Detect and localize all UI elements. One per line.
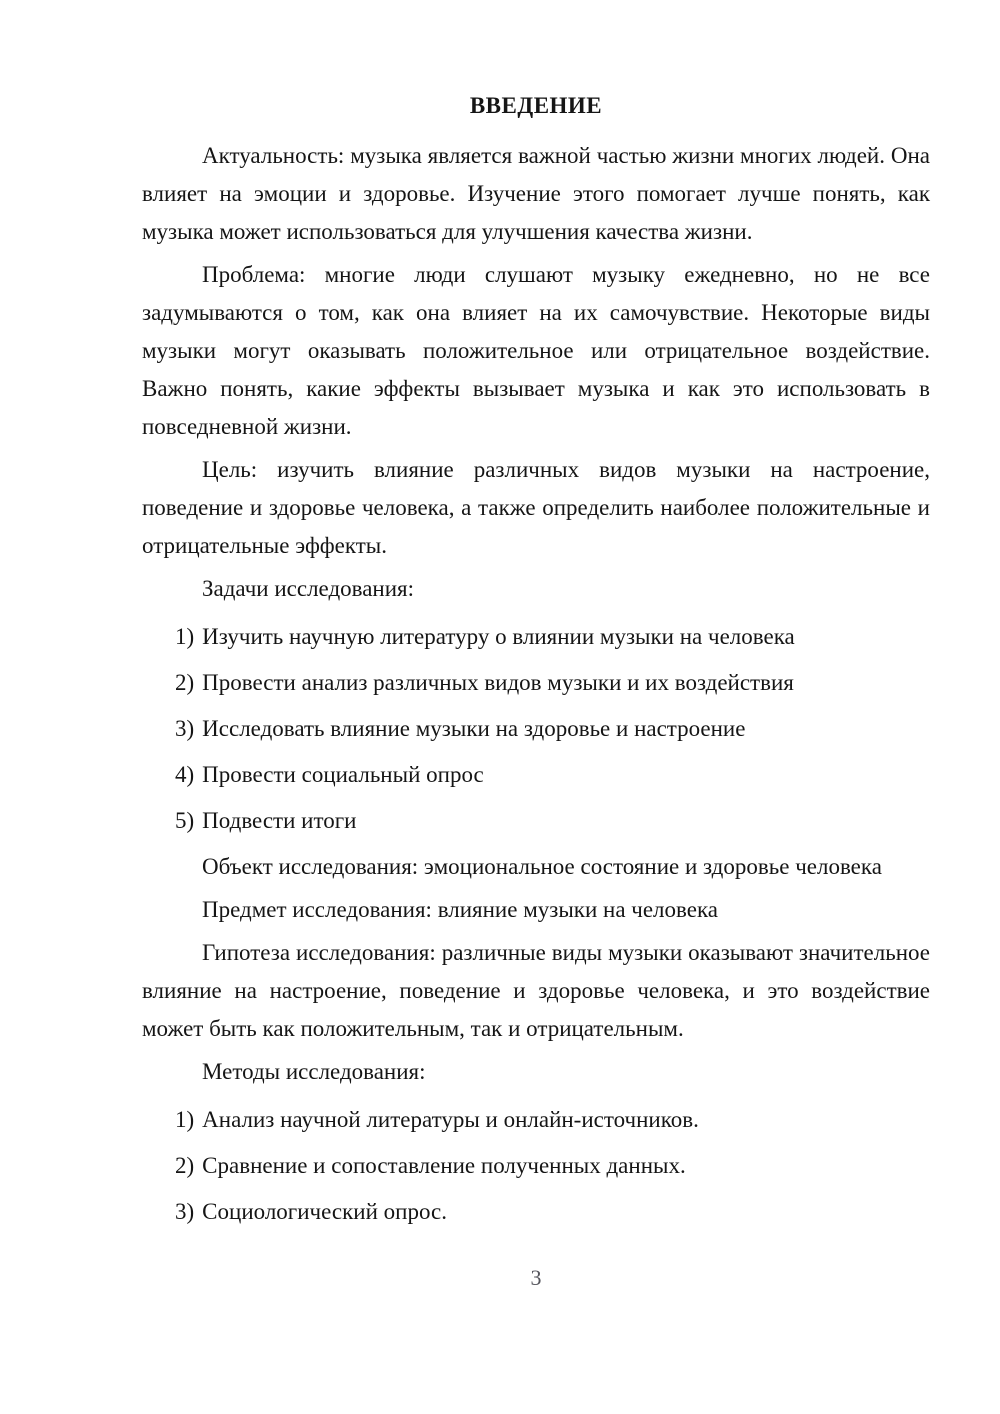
paragraph-object: Объект исследования: эмоциональное состояние и здоровье человека (202, 854, 882, 879)
task-item-1 (142, 618, 930, 656)
paragraph-goal: Цель: изучить влияние различных видов музыки на настроение, поведение и здоровье человека, а также определить наиболее положительные и отрицательные эффекты. (142, 457, 930, 558)
method-item-3-marker: 3) (175, 1199, 195, 1224)
task-item-4-text: Провести социальный опрос (202, 762, 484, 787)
method-item-1-marker: 1) (175, 1107, 195, 1132)
task-item-2-text: Провести анализ различных видов музыки и их воздействия (202, 670, 794, 695)
task-item-5-marker: 5) (175, 808, 195, 833)
task-item-5 (142, 802, 930, 840)
method-item-1-text: Анализ научной литературы и онлайн-источников. (202, 1107, 699, 1132)
page-title: ВВЕДЕНИЕ (469, 93, 603, 118)
method-item-2-text: Сравнение и сопоставление полученных данных. (202, 1153, 686, 1178)
task-item-2-marker: 2) (175, 670, 195, 695)
task-item-3-marker: 3) (175, 716, 195, 741)
task-item-4 (142, 756, 930, 794)
method-item-3-text: Социологический опрос. (202, 1199, 447, 1224)
task-item-1-marker: 1) (175, 624, 195, 649)
task-item-2 (142, 664, 930, 702)
method-item-2-marker: 2) (175, 1153, 195, 1178)
task-item-3 (142, 710, 930, 748)
task-item-1-text: Изучить научную литературу о влиянии музыки на человека (202, 624, 795, 649)
paragraph-problem: Проблема: многие люди слушают музыку ежедневно, но не все задумываются о том, как она влияет на их самочувствие. Некоторые виды музыки могут оказывать положительное или отрицательное воздействие. Важно понять, какие эффекты вызывает музыка и как это использовать в повседневной жизни. (142, 262, 930, 439)
method-item-3 (142, 1193, 930, 1231)
method-item-2 (142, 1147, 930, 1185)
paragraph-subject: Предмет исследования: влияние музыки на человека (202, 897, 719, 922)
paragraph-methods-heading: Методы исследования: (202, 1059, 426, 1084)
task-item-5-text: Подвести итоги (202, 808, 357, 833)
paragraph-relevance: Актуальность: музыка является важной частью жизни многих людей. Она влияет на эмоции и здоровье. Изучение этого помогает лучше понять, как музыка может использоваться для улучшения качества жизни. (142, 143, 930, 244)
paragraph-tasks-heading: Задачи исследования: (202, 576, 415, 601)
task-item-3-text: Исследовать влияние музыки на здоровье и настроение (202, 716, 746, 741)
task-item-4-marker: 4) (175, 762, 195, 787)
page-number: 3 (530, 1265, 542, 1290)
method-item-1 (142, 1101, 930, 1139)
paragraph-hypothesis: Гипотеза исследования: различные виды музыки оказывают значительное влияние на настроение, поведение и здоровье человека, и это воздействие может быть как положительным, так и отрицательным. (142, 940, 930, 1041)
